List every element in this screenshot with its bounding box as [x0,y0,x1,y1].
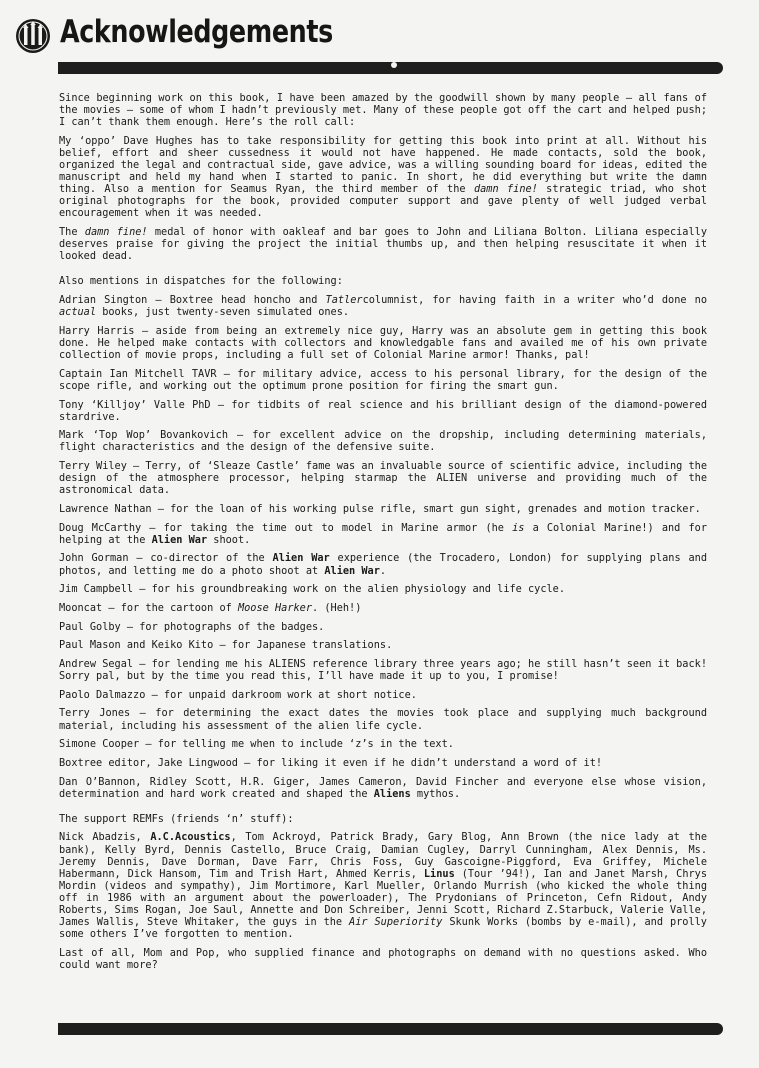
paragraph [59,275,707,287]
paragraph [59,602,707,614]
bold-text: Alien War [151,533,208,546]
paragraph [59,503,707,515]
text-run: The support REMFs (friends ‘n’ stuff): [59,812,294,825]
paragraph [59,522,707,546]
header-rule-dot [391,62,397,68]
text-run: , Tom Ackroyd, Patrick Brady, Gary Blog, Ann Brown (the nice lady at the bank), Kelly Byrd, Dennis Castello, Bruce Craig, Damian Cugley, Darryl Cunningham, Alex Dennis, Ms. Jeremy Dennis, Dave Dorman, Dave Farr, Chris Foss, Guy Gascoigne-Piggford, Eva Griffey, Michele Habermann, Dick Hansom, Tim and Trish Hart, Ahmed Kerris, [59,831,707,880]
text-run: Andrew Segal – for lending me his ALIENS reference library three years ago; he still hasn’t seen it back! Sorry pal, but by the time you read this, I’ll have made it up to you, I promise! [59,657,707,683]
text-run: strategic triad, who shot original photographs for the book, provided computer support and gave plenty of well judged verbal encouragement when it was needed. [59,183,707,220]
text-run: Dan O’Bannon, Ridley Scott, H.R. Giger, James Cameron, David Fincher and everyone else whose vision, determination and hard work created and shaped the [59,775,707,800]
italic-text: Air Superiority [349,916,443,929]
italic-text: actual [59,306,97,319]
text-run: Captain Ian Mitchell TAVR – for military advice, access to his personal library, for the design of the scope rifle, and working out the optimum prone position for firing the smart gun. [59,367,707,392]
paragraph [59,460,707,496]
text-run: Also mentions in dispatches for the following: [59,275,343,288]
bold-text: A.C.Acoustics [150,831,231,844]
emblem-icon [15,18,51,54]
text-run: . (Heh!) [312,601,362,614]
paragraph [59,294,707,318]
text-run: John Gorman – co-director of the [59,552,273,565]
paragraph [59,621,707,633]
italic-text: damn fine! [84,226,148,239]
text-run: experience (the Trocadero, London) for supplying plans and photos, and letting me do a photo shoot at [59,552,707,577]
italic-text: damn fine! [473,183,538,196]
text-run: Doug McCarthy – for taking the time out to model in Marine armor (he [59,521,513,534]
bold-text: Alien War [272,552,330,565]
text-run: Paolo Dalmazzo – for unpaid darkroom work at short notice. [59,688,417,701]
text-run: Nick Abadzis, [59,831,151,844]
text-run: Last of all, Mom and Pop, who supplied finance and photographs on demand with no questions asked. Who could want more? [59,946,707,971]
paragraph [59,583,707,595]
paragraph [59,226,707,262]
text-run: medal of honor with oakleaf and bar goes to John and Liliana Bolton. Liliana especially deserves praise for giving the project the initial thumbs up, and then helping resuscitate it when it looked dead. [59,226,707,263]
text-run: Simone Cooper – for telling me when to include ‘z’s in the text. [59,738,454,751]
paragraph [59,707,707,731]
text-run: My ‘oppo’ Dave Hughes has to take responsibility for getting this book into print at all. Without his belief, effort and sheer cussedness it would not have happened. He made contacts, sold the book, organized the legal and contractual side, gave advice, was a willing sounding board for ideas, edited the manuscript and held my hand when I started to panic. In short, he did everything but write the damn thing. Also a mention for Seamus Ryan, the third member of the [59,134,707,196]
text-run: a Colonial Marine!) and for helping at the [59,521,707,546]
bold-text: Aliens [373,787,411,800]
text-run: Paul Mason and Keiko Kito – for Japanese translations. [59,639,393,652]
paragraph [59,429,707,453]
paragraph [59,831,707,940]
paragraph [59,947,707,971]
text-run: Terry Wiley – Terry, of ‘Sleaze Castle’ fame was an invaluable source of scientific advice, including the design of the atmosphere processor, helping starmap the ALIEN universe and providing much of the astronomical data. [59,460,707,497]
paragraph [59,813,707,825]
italic-text: Tatler [325,294,363,307]
bold-text: Alien War [324,564,380,577]
text-run: shoot. [207,533,251,546]
paragraph [59,658,707,682]
text-run: Adrian Sington – Boxtree head honcho and [59,294,326,307]
paragraph [59,689,707,701]
text-run: Harry Harris – aside from being an extremely nice guy, Harry was an absolute gem in getting this book done. He helped make contacts with collectors and knowledgable fans and availed me of his own private collection of movie props, including a full set of Colonial Marine armor! Thanks, pal! [59,324,707,362]
bold-text: Linus [423,867,455,880]
text-run: books, just twenty-seven simulated ones. [96,306,350,319]
text-run: Skunk Works (bombs by e-mail), and prolly some others I’ve forgotten to mention. [59,916,707,941]
body-text [59,92,707,978]
text-run: . [379,564,387,577]
text-run: columnist, for having faith in a writer who’d done no [362,294,707,307]
text-run: mythos. [410,787,461,800]
text-run: Paul Golby – for photographs of the badges. [59,620,325,633]
paragraph [59,757,707,769]
page-title: Acknowledgements [60,14,333,50]
text-run: Mooncat – for the cartoon of [59,601,238,614]
text-run: Mark ‘Top Wop’ Bovankovich – for excellent advice on the dropship, including determining materials, flight characteristics and the design of the defensive suite. [59,429,707,454]
footer-rule [58,1023,723,1035]
paragraph [59,135,707,220]
text-run: Tony ‘Killjoy’ Valle PhD – for tidbits of real science and his brilliant design of the diamond-powered stardrive. [59,398,707,423]
text-run: Lawrence Nathan – for the loan of his working pulse rifle, smart gun sight, grenades and motion tracker. [59,502,701,515]
paragraph [59,368,707,392]
text-run: The [59,226,85,239]
paragraph [59,639,707,651]
text-run: Since beginning work on this book, I have been amazed by the goodwill shown by many people – all fans of the movies – some of whom I hadn’t previously met. Many of these people got off the cart and helped push; I can’t thank them enough. Here’s the roll call: [59,92,707,129]
text-run: (Tour ’94!), Ian and Janet Marsh, Chrys Mordin (videos and sympathy), Jim Mortimore, Karl Mueller, Orlando Murrish (who kicked the whole thing off in 1986 with an argument about the powerloader), The Prydonians of Princeton, Cefn Ridout, Andy Roberts, Sims Rogan, Joe Saul, Annette and Don Schreiber, Jenni Scott, Richard Z.Starbuck, Valerie Valle, James Wallis, Steve Whitaker, the guys in the [59,867,708,929]
paragraph [59,776,707,800]
paragraph [59,399,707,423]
text-run: Terry Jones – for determining the exact dates the movies took place and supplying much background material, including his assessment of the alien life cycle. [59,707,707,732]
paragraph [59,552,707,576]
italic-text: is [512,521,525,534]
italic-text: Moose Harker [237,601,313,614]
paragraph [59,738,707,750]
paragraph [59,92,707,128]
text-run: Jim Campbell – for his groundbreaking work on the alien physiology and life cycle. [59,583,566,596]
paragraph [59,325,707,361]
text-run: Boxtree editor, Jake Lingwood – for liking it even if he didn’t understand a word of it! [59,756,603,769]
